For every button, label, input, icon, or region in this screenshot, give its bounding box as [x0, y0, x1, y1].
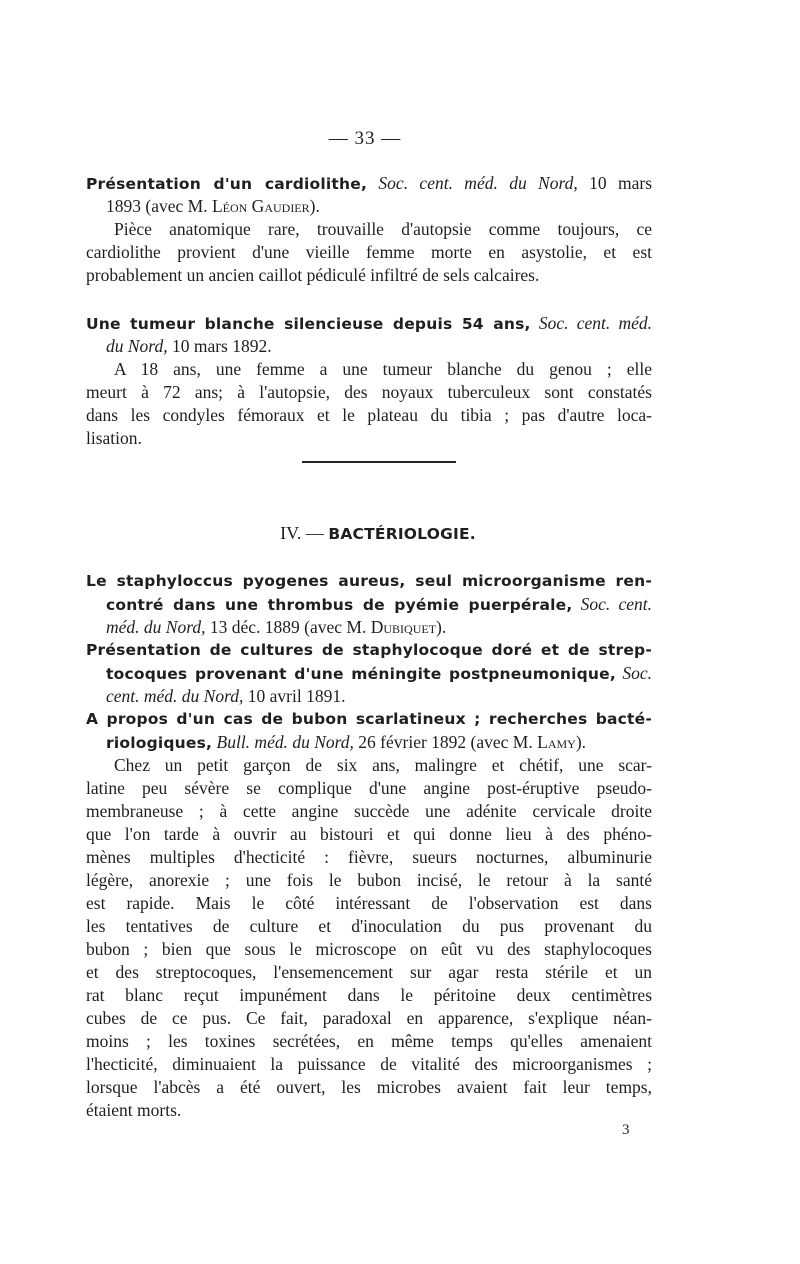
- entry-cardiolithe: [86, 172, 652, 287]
- body-line: probablement un ancien caillot pédiculé infiltré de sels calcaires.: [86, 265, 540, 285]
- body-line: rat blanc reçut impunément dans le péritoine deux centimètres: [86, 985, 652, 1005]
- body-line: légère, anorexie ; une fois le bubon incisé, le retour à la santé: [86, 870, 652, 890]
- signature-mark: 3: [622, 1122, 630, 1138]
- body-line: l'hecticité, diminuaient la puissance de vitalité des microorganismes ;: [86, 1054, 652, 1074]
- bacteriology-entries: [86, 570, 652, 1122]
- body-line: et des streptocoques, l'ensemencement sur agar resta stérile et un: [86, 962, 652, 982]
- body-line: Chez un petit garçon de six ans, malingre et chétif, une scar-: [114, 755, 652, 775]
- body-line: cardiolithe provient d'une vieille femme morte en asystolie, et est: [86, 242, 652, 262]
- body-line: Pièce anatomique rare, trouvaille d'autopsie comme toujours, ce: [114, 219, 652, 239]
- body-line: dans les condyles fémoraux et le plateau du tibia ; pas d'autre loca-: [86, 405, 652, 425]
- body-line: A 18 ans, une femme a une tumeur blanche du genou ; elle: [114, 359, 652, 379]
- body-line: moins ; les toxines secrétées, en même temps qu'elles amenaient: [86, 1031, 652, 1051]
- entry-title-line: 1893 (avec M. Léon Gaudier).: [106, 196, 320, 216]
- entry-title-line: du Nord, 10 mars 1892.: [106, 336, 272, 356]
- section-divider: [302, 461, 456, 463]
- body-line: membraneuse ; à cette angine succède une adénite cervicale droite: [86, 801, 652, 821]
- page-number: — 33 —: [328, 128, 402, 149]
- body-line: lisation.: [86, 428, 142, 448]
- entry-title-line: A propos d'un cas de bubon scarlatineux ; recherches bacté-: [86, 710, 652, 728]
- body-line: latine peu sévère se complique d'une angine post-éruptive pseudo-: [86, 778, 652, 798]
- body-line: meurt à 72 ans; à l'autopsie, des noyaux tuberculeux sont constatés: [86, 382, 652, 402]
- entry-title-line: contré dans une thrombus de pyémie puerpérale, Soc. cent.: [106, 594, 652, 614]
- body-line: mènes multiples d'hecticité : fièvre, sueurs nocturnes, albuminurie: [86, 847, 652, 867]
- entry-title-line: Présentation de cultures de staphylocoque doré et de strep-: [86, 641, 652, 659]
- body-line: lorsque l'abcès a été ouvert, les microbes avaient fait leur temps,: [86, 1077, 652, 1097]
- entry-title-line: Le staphyloccus pyogenes aureus, seul microorganisme ren-: [86, 572, 652, 590]
- body-line: est rapide. Mais le côté intéressant de l'observation est dans: [86, 893, 652, 913]
- body-line: que l'on tarde à ouvrir au bistouri et qui donne lieu à des phéno-: [86, 824, 652, 844]
- body-line: bubon ; bien que sous le microscope on eût vu des staphylocoques: [86, 939, 652, 959]
- section-heading: IV. — BACTÉRIOLOGIE.: [280, 523, 476, 543]
- entry-title-line: Présentation d'un cardiolithe, Soc. cent. méd. du Nord, 10 mars: [86, 173, 652, 193]
- body-line: cubes de ce pus. Ce fait, paradoxal en apparence, s'explique néan-: [86, 1008, 652, 1028]
- body-line: étaient morts.: [86, 1100, 182, 1120]
- body-line: les tentatives de culture et d'inoculation du pus provenant du: [86, 916, 652, 936]
- entry-title-line: tocoques provenant d'une méningite postpneumonique, Soc.: [106, 663, 653, 683]
- entry-title-line: cent. méd. du Nord, 10 avril 1891.: [106, 686, 346, 706]
- entry-title-line: Une tumeur blanche silencieuse depuis 54 ans, Soc. cent. méd.: [86, 313, 652, 333]
- entry-title-line: méd. du Nord, 13 déc. 1889 (avec M. Dubiquet).: [106, 617, 447, 637]
- entry-tumeur-blanche: [86, 312, 652, 450]
- entry-title-line: riologiques, Bull. méd. du Nord, 26 février 1892 (avec M. Lamy).: [106, 732, 587, 752]
